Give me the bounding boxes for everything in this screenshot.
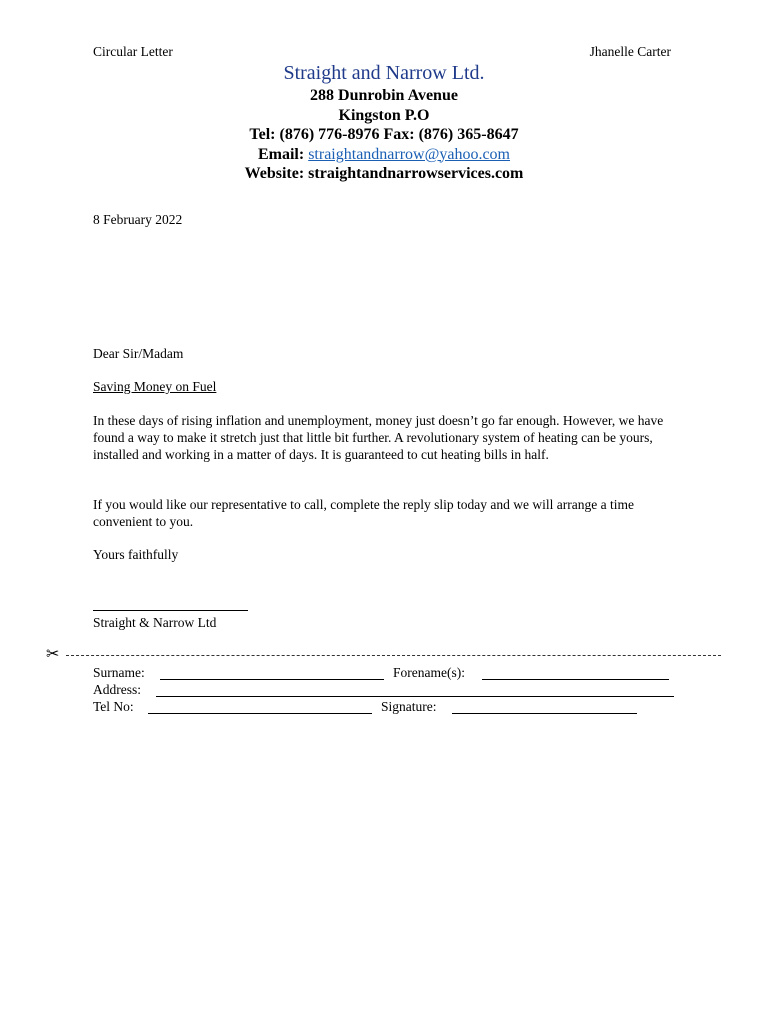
company-name: Straight and Narrow Ltd. [283, 62, 485, 84]
phone-fax-line: Tel: (876) 776-8976 Fax: (876) 365-8647 [249, 126, 519, 143]
signature-label: Signature: [381, 699, 437, 714]
signature-line [93, 610, 248, 611]
forename-label: Forename(s): [393, 665, 465, 680]
letter-date: 8 February 2022 [93, 212, 183, 227]
letterhead [0, 60, 768, 184]
email-line [0, 145, 768, 165]
cut-line [66, 655, 721, 656]
address-line-1: 288 Dunrobin Avenue [310, 87, 458, 104]
email-link[interactable]: straightandnarrow@yahoo.com [308, 145, 510, 163]
tel-label: Tel No: [93, 699, 134, 714]
body-paragraph-1: In these days of rising inflation and unemployment, money just doesn’t go far enough. However, we have found a way to make it stretch just that little bit further. A revolutionary system of heating can be yours, installed and working in a matter of days. It is guaranteed to cut heating bills in half. [93, 413, 664, 462]
forename-field[interactable] [482, 679, 669, 680]
signature-field[interactable] [452, 713, 637, 714]
body-paragraph-2: If you would like our representative to call, complete the reply slip today and we will arrange a time convenient to you. [93, 497, 634, 529]
header-left: Circular Letter [93, 44, 173, 59]
surname-label: Surname: [93, 665, 145, 680]
tel-field[interactable] [148, 713, 372, 714]
address-label: Address: [93, 682, 141, 697]
salutation: Dear Sir/Madam [93, 346, 184, 361]
address-field[interactable] [156, 696, 674, 697]
surname-field[interactable] [160, 679, 384, 680]
header-right: Jhanelle Carter [589, 44, 671, 59]
website-line: Website: straightandnarrowservices.com [244, 165, 524, 182]
scissors-icon: ✂ [46, 644, 60, 663]
address-line-2: Kingston P.O [338, 106, 430, 124]
closing: Yours faithfully [93, 547, 179, 562]
signatory-name: Straight & Narrow Ltd [93, 615, 217, 630]
subject-line: Saving Money on Fuel [93, 379, 217, 394]
email-label: Email: [257, 145, 305, 163]
